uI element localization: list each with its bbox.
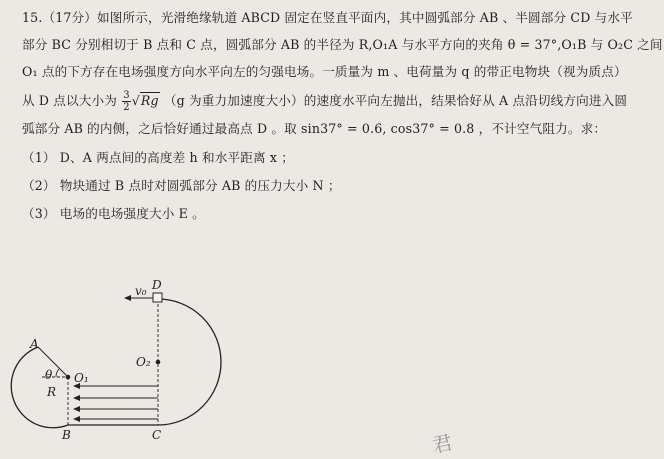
radius-o1-a (38, 347, 68, 377)
velocity-fraction (122, 90, 131, 113)
field-arrow-head (73, 406, 80, 412)
block-at-d (153, 293, 162, 302)
label-c: C (152, 428, 162, 442)
track-diagram (0, 270, 664, 447)
question-2: （2） 物块通过 B 点时对圆弧部分 AB 的压力大小 N ； (22, 178, 341, 193)
label-d: D (152, 278, 162, 292)
sqrt-radicand: Rg (140, 93, 159, 108)
label-theta: θ (45, 368, 53, 382)
field-arrow-head (73, 416, 80, 422)
problem-line-1: 15.（17分）如图所示，光滑绝缘轨道 ABCD 固定在竖直平面内，其中圆弧部分 AB 、半圆部分 CD 与水平 (22, 10, 633, 25)
problem-line-5: 弧部分 AB 的内侧，之后恰好通过最高点 D 。取 sin37° = 0.6, cos37° = 0.8 ，不计空气阻力。求： (22, 121, 607, 136)
label-o2: O₂ (136, 355, 151, 369)
question-1: （1） D、A 两点间的高度差 h 和水平距离 x ； (22, 150, 294, 165)
field-arrow-head (73, 395, 80, 401)
angle-theta-arc (56, 369, 59, 377)
arc-ab (11, 347, 68, 428)
line4-lead: 从 D 点以大小为 (22, 93, 118, 108)
label-r: R (47, 385, 57, 399)
fraction-denominator: 2 (123, 102, 130, 113)
sqrt-expression: √Rg (131, 93, 159, 108)
line4-tail: （g 为重力加速度大小）的速度水平向左抛出，结果恰好从 A 点沿切线方向进入圆 (163, 93, 628, 108)
semicircle-cd (158, 299, 221, 425)
problem-line-3: O₁ 点的下方存在电场强度方向水平向左的匀强电场。一质量为 m 、电荷量为 q 的带正电物块（视为质点） (22, 64, 627, 79)
problem-line-2: 部分 BC 分别相切于 B 点和 C 点，圆弧部分 AB 的半径为 R,O₁A 与水平方向的夹角 θ = 37°,O₁B 与 O₂C 之间 (22, 37, 663, 52)
watermark-stamp: 君 (430, 430, 455, 458)
problem-line-4 (22, 90, 627, 113)
label-v0: v₀ (135, 284, 147, 298)
center-o2 (156, 360, 161, 365)
label-b: B (62, 428, 71, 442)
label-o1: O₁ (74, 371, 89, 385)
center-o1 (66, 375, 71, 380)
label-a: A (30, 337, 39, 351)
fraction-numerator: 3 (123, 90, 130, 101)
v0-arrow-head (124, 295, 131, 301)
question-3: （3） 电场的电场强度大小 E 。 (22, 206, 205, 221)
